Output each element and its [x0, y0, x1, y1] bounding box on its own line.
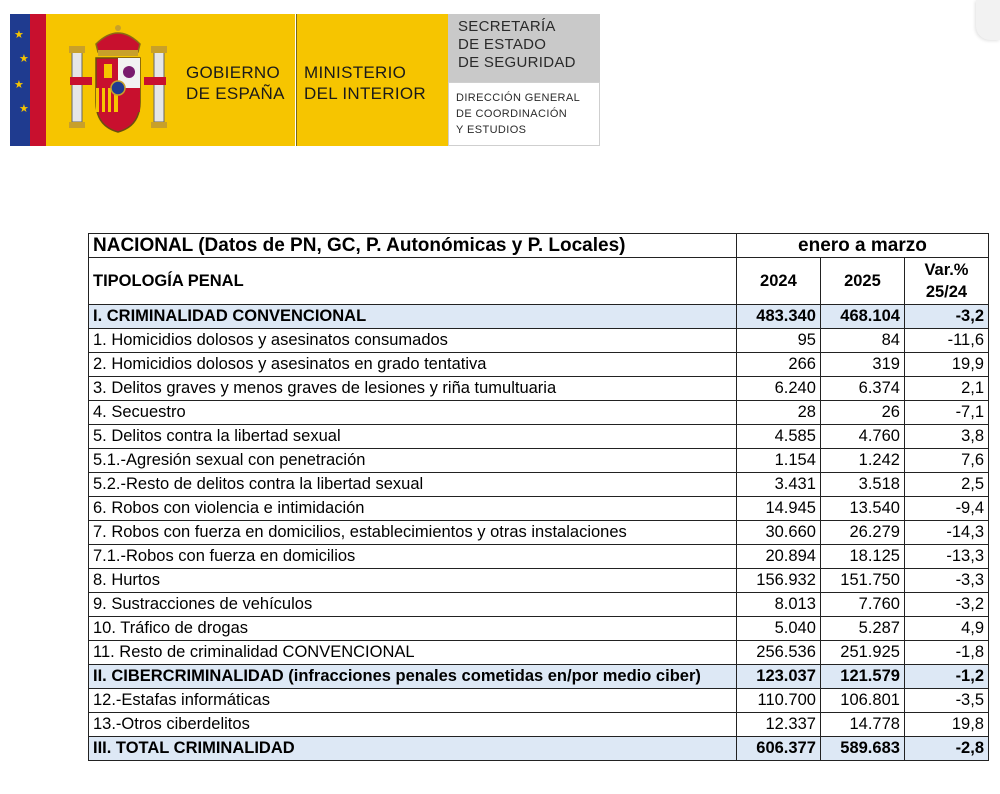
row-variation: -13,3 [904, 545, 988, 569]
row-label: 8. Hurtos [89, 569, 737, 593]
row-value-2024: 20.894 [736, 545, 820, 569]
table-row [89, 521, 989, 545]
direccion-line3: Y ESTUDIOS [456, 124, 527, 136]
row-value-2025: 13.540 [820, 497, 904, 521]
secretaria-label [458, 18, 576, 72]
row-value-2024: 606.377 [736, 737, 820, 761]
coat-of-arms-icon [68, 22, 168, 140]
star-icon: ★ [19, 103, 29, 115]
star-icon: ★ [14, 79, 24, 91]
row-label: 4. Secuestro [89, 401, 737, 425]
year1-header: 2024 [736, 258, 820, 305]
row-value-2024: 6.240 [736, 377, 820, 401]
row-value-2025: 106.801 [820, 689, 904, 713]
row-label: 9. Sustracciones de vehículos [89, 593, 737, 617]
row-value-2024: 266 [736, 353, 820, 377]
crime-statistics-table [88, 233, 989, 761]
table-body [89, 305, 989, 761]
row-variation: -1,2 [904, 665, 988, 689]
row-label: 5.2.-Resto de delitos contra la libertad sexual [89, 473, 737, 497]
table-row [89, 473, 989, 497]
row-value-2025: 84 [820, 329, 904, 353]
table-row [89, 449, 989, 473]
row-label: 3. Delitos graves y menos graves de lesiones y riña tumultuaria [89, 377, 737, 401]
row-value-2025: 14.778 [820, 713, 904, 737]
row-variation: -3,5 [904, 689, 988, 713]
row-value-2024: 156.932 [736, 569, 820, 593]
row-variation: 19,8 [904, 713, 988, 737]
row-value-2025: 7.760 [820, 593, 904, 617]
ministerio-line2: DEL INTERIOR [304, 84, 426, 103]
row-value-2025: 18.125 [820, 545, 904, 569]
row-value-2025: 1.242 [820, 449, 904, 473]
row-label: 11. Resto de criminalidad CONVENCIONAL [89, 641, 737, 665]
gobierno-line2: DE ESPAÑA [186, 84, 285, 103]
gobierno-de-espana-label [186, 62, 285, 104]
spain-flag-yellow [46, 14, 64, 146]
row-value-2025: 251.925 [820, 641, 904, 665]
star-icon: ★ [19, 53, 29, 65]
row-variation: 2,1 [904, 377, 988, 401]
row-value-2024: 8.013 [736, 593, 820, 617]
spain-flag-red [30, 14, 46, 146]
direccion-line1: DIRECCIÓN GENERAL [456, 92, 581, 104]
row-value-2025: 6.374 [820, 377, 904, 401]
variation-header-line2: 25/24 [925, 283, 968, 301]
row-label: 12.-Estafas informáticas [89, 689, 737, 713]
row-value-2025: 319 [820, 353, 904, 377]
row-variation: 7,6 [904, 449, 988, 473]
row-variation: -7,1 [904, 401, 988, 425]
table-row [89, 689, 989, 713]
row-variation: -3,2 [904, 305, 988, 329]
row-label: 7. Robos con fuerza en domicilios, establecimientos y otras instalaciones [89, 521, 737, 545]
table-row [89, 641, 989, 665]
row-label: 5.1.-Agresión sexual con penetración [89, 449, 737, 473]
scroll-corner[interactable] [976, 0, 1000, 40]
row-label: 5. Delitos contra la libertad sexual [89, 425, 737, 449]
row-variation: 19,9 [904, 353, 988, 377]
table-row [89, 713, 989, 737]
ministerio-line1: MINISTERIO [304, 63, 407, 82]
star-icon: ★ [14, 29, 24, 41]
table-title: NACIONAL (Datos de PN, GC, P. Autonómicas y P. Locales) [89, 234, 737, 258]
row-value-2024: 123.037 [736, 665, 820, 689]
row-variation: 4,9 [904, 617, 988, 641]
row-variation: 3,8 [904, 425, 988, 449]
row-variation: -3,3 [904, 569, 988, 593]
variation-header [904, 258, 988, 305]
row-value-2025: 26.279 [820, 521, 904, 545]
row-variation: -3,2 [904, 593, 988, 617]
row-variation: 2,5 [904, 473, 988, 497]
row-value-2024: 256.536 [736, 641, 820, 665]
row-value-2024: 4.585 [736, 425, 820, 449]
label-header: TIPOLOGÍA PENAL [89, 258, 737, 305]
secretaria-line1: SECRETARÍA [458, 18, 556, 35]
row-value-2024: 483.340 [736, 305, 820, 329]
table-row [89, 377, 989, 401]
variation-header-line1: Var.% [924, 261, 969, 279]
row-value-2024: 28 [736, 401, 820, 425]
direccion-line2: DE COORDINACIÓN [456, 108, 568, 120]
table-row [89, 545, 989, 569]
column-header-row [89, 258, 989, 305]
row-label: III. TOTAL CRIMINALIDAD [89, 737, 737, 761]
row-variation: -9,4 [904, 497, 988, 521]
row-value-2025: 4.760 [820, 425, 904, 449]
row-value-2024: 1.154 [736, 449, 820, 473]
row-value-2025: 589.683 [820, 737, 904, 761]
row-value-2024: 5.040 [736, 617, 820, 641]
table-row [89, 353, 989, 377]
secretaria-line2: DE ESTADO [458, 36, 547, 53]
row-variation: -11,6 [904, 329, 988, 353]
row-value-2024: 30.660 [736, 521, 820, 545]
period-header: enero a marzo [736, 234, 988, 258]
row-label: I. CRIMINALIDAD CONVENCIONAL [89, 305, 737, 329]
row-value-2024: 3.431 [736, 473, 820, 497]
table-row [89, 401, 989, 425]
row-label: 13.-Otros ciberdelitos [89, 713, 737, 737]
table-row [89, 737, 989, 761]
table-row [89, 665, 989, 689]
table-row [89, 305, 989, 329]
table-row [89, 593, 989, 617]
table-title-row [89, 234, 989, 258]
row-value-2025: 5.287 [820, 617, 904, 641]
row-value-2025: 26 [820, 401, 904, 425]
row-variation: -14,3 [904, 521, 988, 545]
row-value-2025: 151.750 [820, 569, 904, 593]
table-row [89, 569, 989, 593]
row-value-2024: 110.700 [736, 689, 820, 713]
row-label: 6. Robos con violencia e intimidación [89, 497, 737, 521]
row-variation: -2,8 [904, 737, 988, 761]
gobierno-line1: GOBIERNO [186, 63, 281, 82]
row-value-2025: 3.518 [820, 473, 904, 497]
row-label: 7.1.-Robos con fuerza en domicilios [89, 545, 737, 569]
secretaria-line3: DE SEGURIDAD [458, 54, 576, 71]
table-row [89, 617, 989, 641]
direccion-label [456, 90, 580, 138]
government-banner [10, 14, 600, 146]
table-row [89, 497, 989, 521]
table-row [89, 425, 989, 449]
row-value-2025: 468.104 [820, 305, 904, 329]
row-value-2024: 95 [736, 329, 820, 353]
row-label: II. CIBERCRIMINALIDAD (infracciones penales cometidas en/por medio ciber) [89, 665, 737, 689]
row-label: 1. Homicidios dolosos y asesinatos consumados [89, 329, 737, 353]
row-value-2024: 12.337 [736, 713, 820, 737]
year2-header: 2025 [820, 258, 904, 305]
row-variation: -1,8 [904, 641, 988, 665]
row-value-2025: 121.579 [820, 665, 904, 689]
table-row [89, 329, 989, 353]
row-value-2024: 14.945 [736, 497, 820, 521]
row-label: 10. Tráfico de drogas [89, 617, 737, 641]
ministerio-label [304, 62, 426, 104]
row-label: 2. Homicidios dolosos y asesinatos en grado tentativa [89, 353, 737, 377]
